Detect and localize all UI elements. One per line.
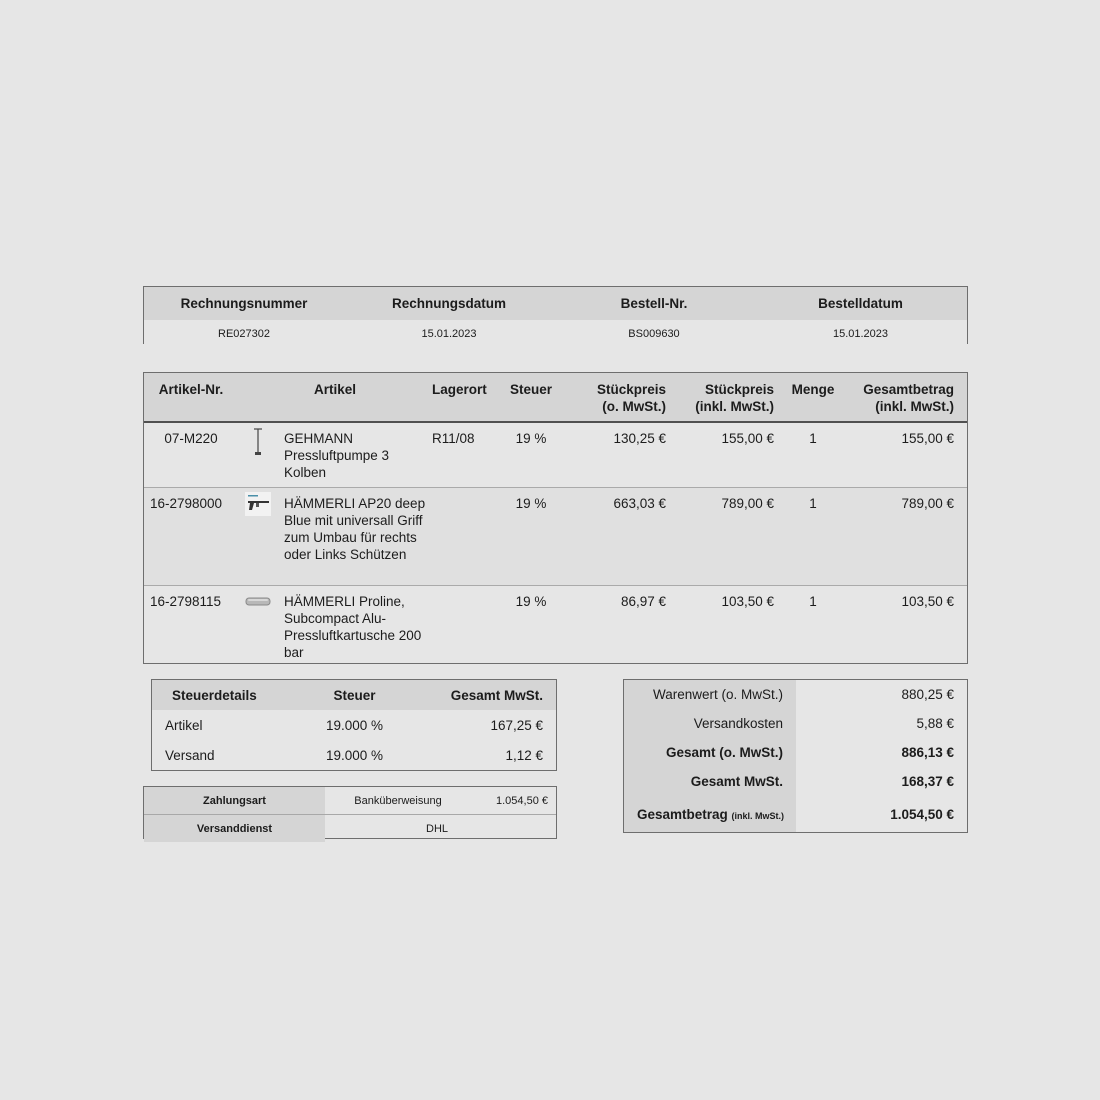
table-row: [152, 710, 556, 740]
article-unit-gross: 789,00 €: [672, 488, 780, 586]
vat-total: 168,37 €: [901, 774, 954, 789]
article-qty: 1: [780, 488, 846, 586]
net-total-label: Gesamt (o. MwSt.): [624, 738, 796, 767]
shipping-cost-label: Versandkosten: [624, 709, 796, 738]
article-name: HÄMMERLI Proline, Subcompact Alu-Pressluftkartusche 200 bar: [284, 594, 422, 660]
article-location: R11/08: [432, 422, 498, 488]
article-name: HÄMMERLI AP20 deep Blue mit universall Griff zum Umbau für rechts oder Links Schützen: [278, 488, 432, 586]
col-article-no: Artikel-Nr.: [144, 373, 238, 422]
shipping-service-value: DHL: [426, 822, 449, 835]
col-location: Lagerort: [432, 373, 498, 422]
col-qty: Menge: [780, 373, 846, 422]
invoice-header-table: [143, 286, 968, 344]
payment-amount: 1.054,50 €: [471, 787, 556, 815]
order-date-label: Bestelldatum: [754, 287, 967, 320]
goods-value: 880,25 €: [901, 687, 954, 702]
tax-details-header: Steuerdetails: [152, 680, 292, 710]
col-article: Artikel: [238, 373, 432, 422]
order-number-label: Bestell-Nr.: [554, 287, 754, 320]
goods-value-label: Warenwert (o. MwSt.): [624, 680, 796, 709]
items-table: [143, 372, 968, 664]
article-number: 16-2798115: [150, 594, 222, 609]
payment-method-value: Banküberweisung: [325, 787, 471, 815]
tax-details-table: [151, 679, 557, 771]
article-unit-net: 663,03 €: [564, 488, 672, 586]
tax-shipping-name: Versand: [165, 747, 215, 763]
invoice-date: 15.01.2023: [344, 320, 554, 347]
table-row: [144, 488, 967, 586]
article-location: [432, 586, 498, 668]
air-cartridge-icon: [238, 586, 278, 668]
vat-total-label: Gesamt MwSt.: [624, 767, 796, 796]
payment-method-label: Zahlungsart: [144, 787, 325, 815]
article-unit-gross: 103,50 €: [721, 594, 774, 609]
invoice-number-label: Rechnungsnummer: [144, 287, 344, 320]
article-tax: 19 %: [498, 488, 564, 586]
net-total: 886,13 €: [901, 745, 954, 760]
air-pistol-icon: [238, 488, 278, 586]
article-total: 103,50 €: [901, 594, 954, 609]
gross-total: 1.054,50 €: [890, 806, 954, 822]
totals-table: [623, 679, 968, 833]
gross-total-label: Gesamtbetrag (inkl. MwSt.): [624, 796, 796, 832]
article-total: 155,00 €: [846, 422, 967, 488]
col-unit-gross: Stückpreis (inkl. MwSt.): [672, 373, 780, 422]
article-tax: 19 %: [498, 422, 564, 488]
tax-item-name: Artikel: [165, 717, 203, 733]
article-total: 789,00 €: [846, 488, 967, 586]
article-qty: 1: [809, 594, 817, 609]
pump-icon: [238, 422, 278, 488]
table-row: [144, 586, 967, 668]
tax-total-header: Gesamt MwSt.: [417, 680, 556, 710]
article-tax: 19 %: [515, 594, 547, 609]
table-row: [152, 740, 556, 770]
col-tax: Steuer: [498, 373, 564, 422]
col-total: Gesamtbetrag (inkl. MwSt.): [846, 373, 967, 422]
article-unit-net: 86,97 €: [620, 594, 666, 609]
article-number: 16-2798000: [144, 488, 238, 586]
table-row: [144, 422, 967, 488]
article-name: GEHMANN Pressluftpumpe 3 Kolben: [278, 422, 432, 488]
shipping-service-label: Versanddienst: [144, 815, 325, 843]
invoice-number: RE027302: [144, 320, 344, 347]
tax-rate-header: Steuer: [292, 680, 417, 710]
tax-item-rate: 19.000 %: [325, 717, 384, 733]
article-number: 07-M220: [144, 422, 238, 488]
article-qty: 1: [780, 422, 846, 488]
article-unit-net: 130,25 €: [564, 422, 672, 488]
order-number: BS009630: [554, 320, 754, 347]
invoice-date-label: Rechnungsdatum: [344, 287, 554, 320]
tax-item-total: 167,25 €: [490, 717, 543, 733]
col-unit-net: Stückpreis (o. MwSt.): [564, 373, 672, 422]
tax-shipping-total: 1,12 €: [505, 747, 543, 763]
article-unit-gross: 155,00 €: [672, 422, 780, 488]
tax-shipping-rate: 19.000 %: [325, 747, 384, 763]
article-location: [432, 488, 498, 586]
order-date: 15.01.2023: [754, 320, 967, 347]
payment-table: [143, 786, 557, 839]
shipping-cost: 5,88 €: [916, 716, 954, 731]
